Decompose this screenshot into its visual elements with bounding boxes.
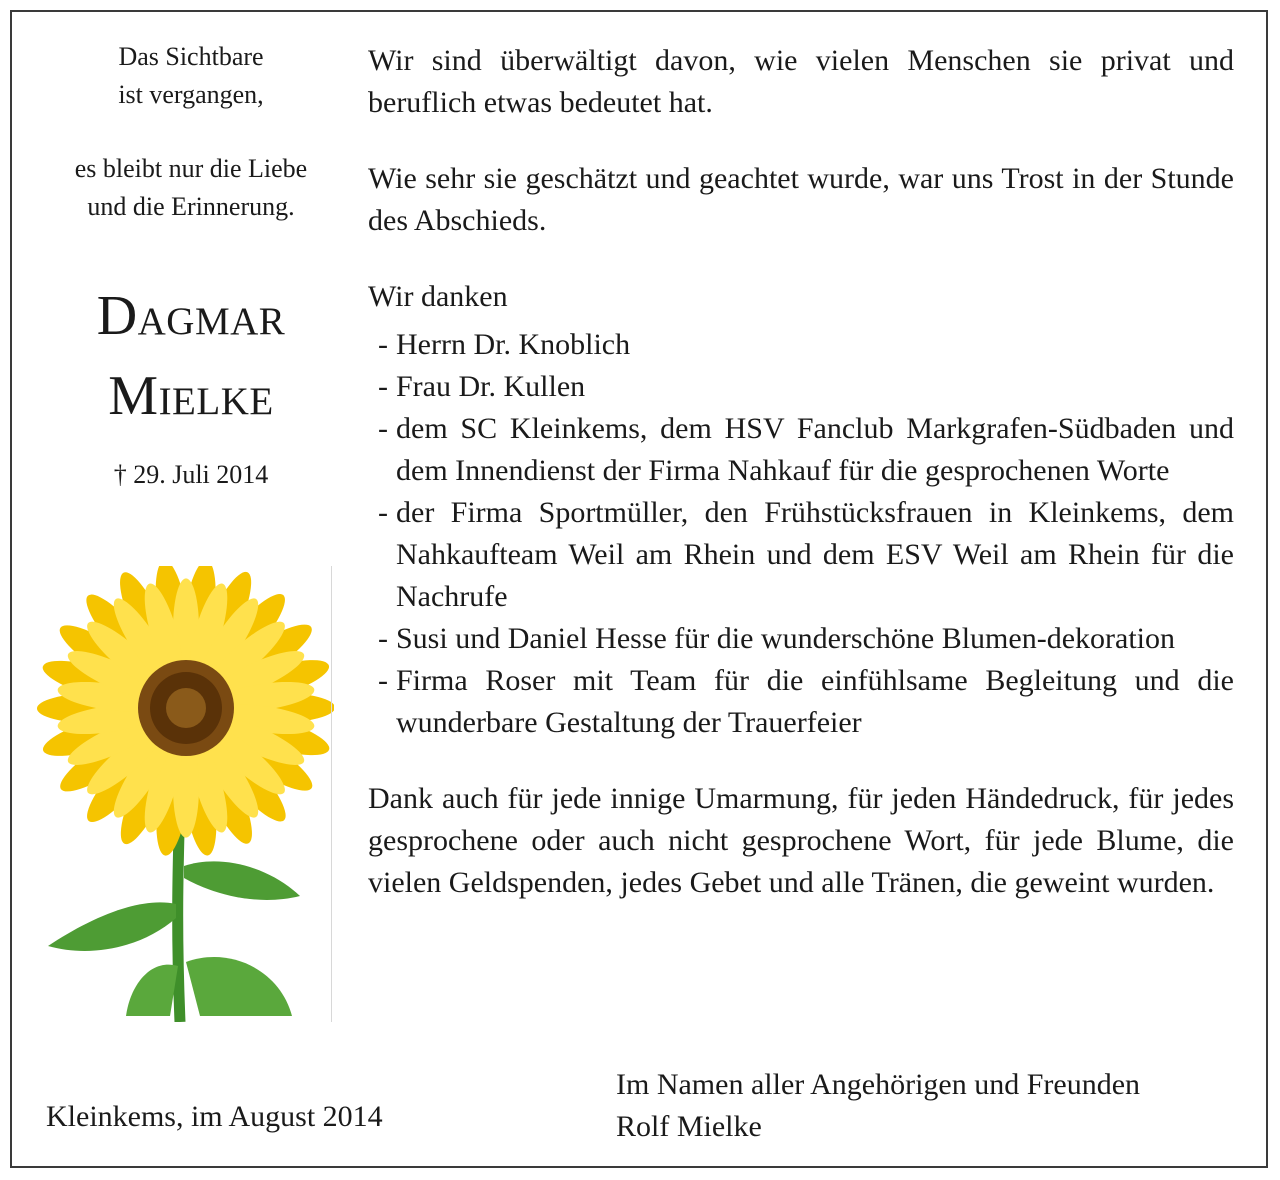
signature-name: Rolf Mielke xyxy=(616,1110,762,1143)
deceased-first-name: Dagmar xyxy=(96,285,286,347)
verse-2-line-1: es bleibt nur die Liebe xyxy=(74,154,308,183)
left-column xyxy=(30,38,352,490)
sunflower-image xyxy=(30,566,334,1022)
list-item: - Frau Dr. Kullen xyxy=(368,366,1234,408)
sunflower-leaf-lower-left xyxy=(126,965,178,1016)
paragraph-1: Wir sind überwältigt davon, wie vielen Menschen sie privat und beruflich etwas bedeutet hat. xyxy=(368,44,1234,119)
sunflower-leaf-left xyxy=(48,902,176,951)
verse-1 xyxy=(30,38,352,114)
place-and-date: Kleinkems, im August 2014 xyxy=(46,1100,383,1133)
list-item: - der Firma Sportmüller, den Frühstücksfrauen in Kleinkems, dem Nahkaufteam Weil am Rhein und dem ESV Weil am Rhein für die Nachrufe xyxy=(368,492,1234,618)
list-item: - dem SC Kleinkems, dem HSV Fanclub Markgrafen-Südbaden und dem Innendienst der Firma Nahkauf für die gesprochenen Worte xyxy=(368,408,1234,492)
signature-block xyxy=(616,1064,1140,1148)
verse-1-line-1: Das Sichtbare xyxy=(118,42,264,71)
verse-2-line-2: und die Erinnerung. xyxy=(87,192,295,221)
thanks-heading: Wir danken xyxy=(368,280,508,313)
deceased-name xyxy=(30,285,352,427)
list-item: - Herrn Dr. Knoblich xyxy=(368,324,1234,366)
sunflower-leaf-lower-right xyxy=(186,957,292,1016)
paragraph-3: Dank auch für jede innige Umarmung, für jeden Händedruck, für jedes gesprochene oder auch nicht gesprochene Wort, für jede Blume, die vielen Geldspenden, jedes Gebet und alle Tränen, die geweint wurden. xyxy=(368,782,1234,899)
thanks-list xyxy=(368,324,1234,744)
death-date: † 29. Juli 2014 xyxy=(113,460,269,489)
sunflower-leaf-right xyxy=(184,861,300,900)
image-divider xyxy=(331,566,332,1022)
deceased-last-name: Mielke xyxy=(108,365,274,427)
sunflower-center-core xyxy=(166,688,206,728)
list-item: - Susi und Daniel Hesse für die wunderschöne Blumen-dekoration xyxy=(368,618,1234,660)
paragraph-2: Wie sehr sie geschätzt und geachtet wurde, war uns Trost in der Stunde des Abschieds. xyxy=(368,162,1234,237)
signature-line-1: Im Namen aller Angehörigen und Freunden xyxy=(616,1068,1141,1101)
list-item: - Firma Roser mit Team für die einfühlsame Begleitung und die wunderbare Gestaltung der Trauerfeier xyxy=(368,660,1234,744)
verse-2 xyxy=(30,150,352,226)
verse-1-line-2: ist vergangen, xyxy=(118,80,264,109)
right-column xyxy=(368,40,1234,904)
